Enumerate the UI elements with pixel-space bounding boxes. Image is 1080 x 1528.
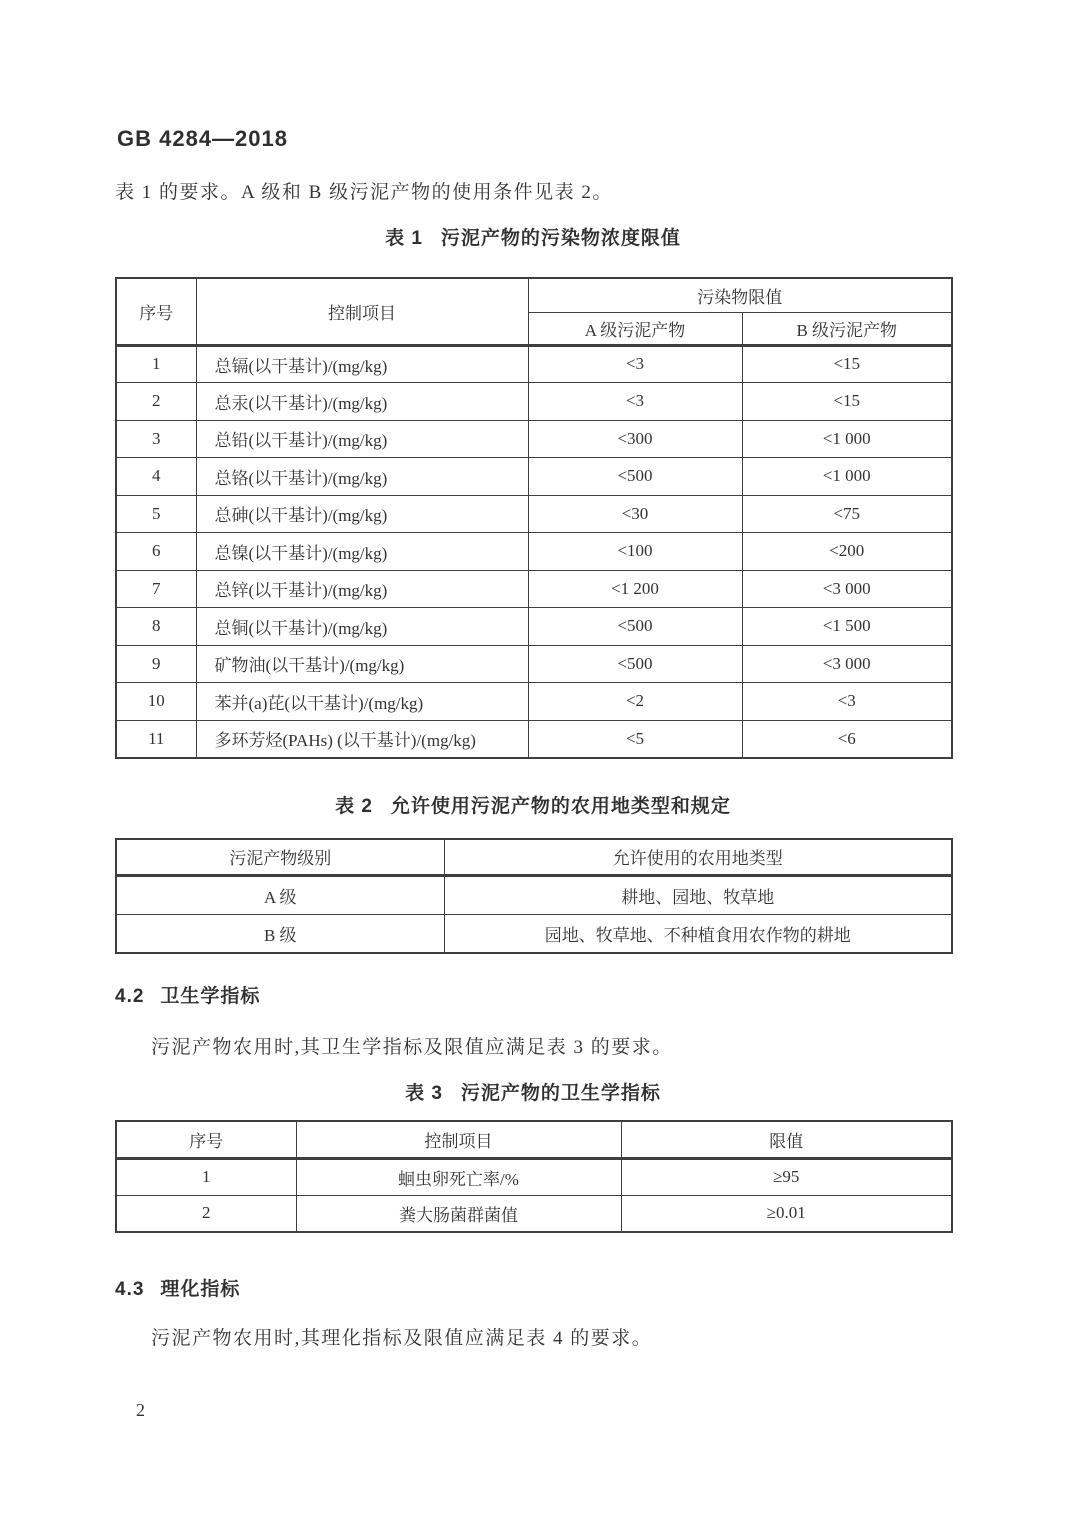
section-4-2-paragraph: 污泥产物农用时,其卫生学指标及限值应满足表 3 的要求。 — [151, 1037, 673, 1058]
section-title: 理化指标 — [160, 1279, 241, 1300]
table1-header-limit-group: 污染物限值 — [528, 278, 952, 312]
row-grade-a-limit: <1 200 — [528, 570, 742, 608]
table2-header-grade: 污泥产物级别 — [116, 839, 444, 875]
doc-number: GB 4284—2018 — [117, 126, 288, 151]
table1-header-grade-a: A 级污泥产物 — [528, 312, 742, 345]
row-grade-b-limit: <15 — [742, 383, 952, 421]
section-heading-4-3 — [115, 1274, 240, 1301]
row-land: 园地、牧草地、不种植食用农作物的耕地 — [444, 914, 952, 953]
row-grade-b-limit: <1 000 — [742, 420, 952, 458]
table1-caption-title: 污泥产物的污染物浓度限值 — [440, 228, 681, 249]
row-grade-b-limit: <3 — [742, 683, 952, 721]
section-number: 4.3 — [115, 1279, 145, 1300]
row-grade-a-limit: <500 — [528, 458, 742, 496]
table1-header-row-1 — [116, 278, 952, 312]
row-item: 总砷(以干基计)/(mg/kg) — [196, 495, 528, 533]
table3-caption-label: 表 3 — [405, 1083, 443, 1104]
row-grade-a-limit: <30 — [528, 495, 742, 533]
section-heading-4-2 — [115, 981, 260, 1008]
row-item: 总镉(以干基计)/(mg/kg) — [196, 345, 528, 383]
table-row — [116, 720, 952, 758]
row-grade: A 级 — [116, 875, 444, 914]
table1-header-grade-b: B 级污泥产物 — [742, 312, 952, 345]
row-grade-a-limit: <100 — [528, 533, 742, 571]
table2-caption-title: 允许使用污泥产物的农用地类型和规定 — [390, 796, 731, 817]
table-row — [116, 645, 952, 683]
row-grade-b-limit: <1 500 — [742, 608, 952, 646]
row-no: 5 — [116, 495, 196, 533]
table1-caption-label: 表 1 — [385, 228, 423, 249]
row-limit: ≥95 — [621, 1158, 952, 1195]
row-item: 矿物油(以干基计)/(mg/kg) — [196, 645, 528, 683]
table-row — [116, 458, 952, 496]
row-no: 7 — [116, 570, 196, 608]
table2-header-row — [116, 839, 952, 875]
table-row — [116, 495, 952, 533]
table1-caption — [115, 223, 951, 250]
row-no: 1 — [116, 1158, 296, 1195]
row-grade-b-limit: <3 000 — [742, 570, 952, 608]
section-4-3-paragraph: 污泥产物农用时,其理化指标及限值应满足表 4 的要求。 — [151, 1328, 653, 1349]
table-row — [116, 570, 952, 608]
row-item: 粪大肠菌群菌值 — [296, 1195, 621, 1232]
table2-caption-label: 表 2 — [335, 796, 373, 817]
row-item: 总铜(以干基计)/(mg/kg) — [196, 608, 528, 646]
table3-caption — [115, 1078, 951, 1105]
row-grade-a-limit: <300 — [528, 420, 742, 458]
table3-hygiene-indicators — [115, 1120, 953, 1233]
table-row — [116, 608, 952, 646]
row-limit: ≥0.01 — [621, 1195, 952, 1232]
table1-pollutant-limits — [115, 277, 953, 759]
table2-header-land: 允许使用的农用地类型 — [444, 839, 952, 875]
row-no: 3 — [116, 420, 196, 458]
row-no: 10 — [116, 683, 196, 721]
row-item: 蛔虫卵死亡率/% — [296, 1158, 621, 1195]
row-no: 11 — [116, 720, 196, 758]
table-row — [116, 420, 952, 458]
row-item: 总锌(以干基计)/(mg/kg) — [196, 570, 528, 608]
table3-header-limit: 限值 — [621, 1121, 952, 1158]
section-number: 4.2 — [115, 986, 145, 1007]
row-item: 多环芳烃(PAHs) (以干基计)/(mg/kg) — [196, 720, 528, 758]
table-row — [116, 914, 952, 953]
table2-caption — [115, 791, 951, 818]
intro-paragraph: 表 1 的要求。A 级和 B 级污泥产物的使用条件见表 2。 — [115, 182, 613, 203]
table-row — [116, 383, 952, 421]
table-row — [116, 533, 952, 571]
row-grade-a-limit: <500 — [528, 608, 742, 646]
table1-header-item: 控制项目 — [196, 278, 528, 345]
row-no: 6 — [116, 533, 196, 571]
row-grade-a-limit: <2 — [528, 683, 742, 721]
row-land: 耕地、园地、牧草地 — [444, 875, 952, 914]
table-row — [116, 1195, 952, 1232]
table-row — [116, 683, 952, 721]
table-row — [116, 1158, 952, 1195]
row-grade-a-limit: <5 — [528, 720, 742, 758]
row-item: 总汞(以干基计)/(mg/kg) — [196, 383, 528, 421]
row-no: 1 — [116, 345, 196, 383]
table3-header-no: 序号 — [116, 1121, 296, 1158]
row-grade-b-limit: <6 — [742, 720, 952, 758]
row-no: 8 — [116, 608, 196, 646]
table1-header-no: 序号 — [116, 278, 196, 345]
row-grade: B 级 — [116, 914, 444, 953]
table3-header-item: 控制项目 — [296, 1121, 621, 1158]
section-title: 卫生学指标 — [160, 986, 261, 1007]
row-grade-b-limit: <200 — [742, 533, 952, 571]
table3-caption-title: 污泥产物的卫生学指标 — [460, 1083, 661, 1104]
row-grade-a-limit: <3 — [528, 345, 742, 383]
row-grade-b-limit: <3 000 — [742, 645, 952, 683]
row-grade-b-limit: <75 — [742, 495, 952, 533]
table3-header-row — [116, 1121, 952, 1158]
row-no: 9 — [116, 645, 196, 683]
row-grade-a-limit: <3 — [528, 383, 742, 421]
row-grade-a-limit: <500 — [528, 645, 742, 683]
row-item: 总铅(以干基计)/(mg/kg) — [196, 420, 528, 458]
table2-land-types — [115, 838, 953, 954]
row-no: 2 — [116, 383, 196, 421]
table-row — [116, 875, 952, 914]
row-grade-b-limit: <15 — [742, 345, 952, 383]
table-row — [116, 345, 952, 383]
row-item: 苯并(a)芘(以干基计)/(mg/kg) — [196, 683, 528, 721]
row-no: 2 — [116, 1195, 296, 1232]
row-grade-b-limit: <1 000 — [742, 458, 952, 496]
row-item: 总镍(以干基计)/(mg/kg) — [196, 533, 528, 571]
row-no: 4 — [116, 458, 196, 496]
row-item: 总铬(以干基计)/(mg/kg) — [196, 458, 528, 496]
page-number: 2 — [136, 1400, 145, 1420]
